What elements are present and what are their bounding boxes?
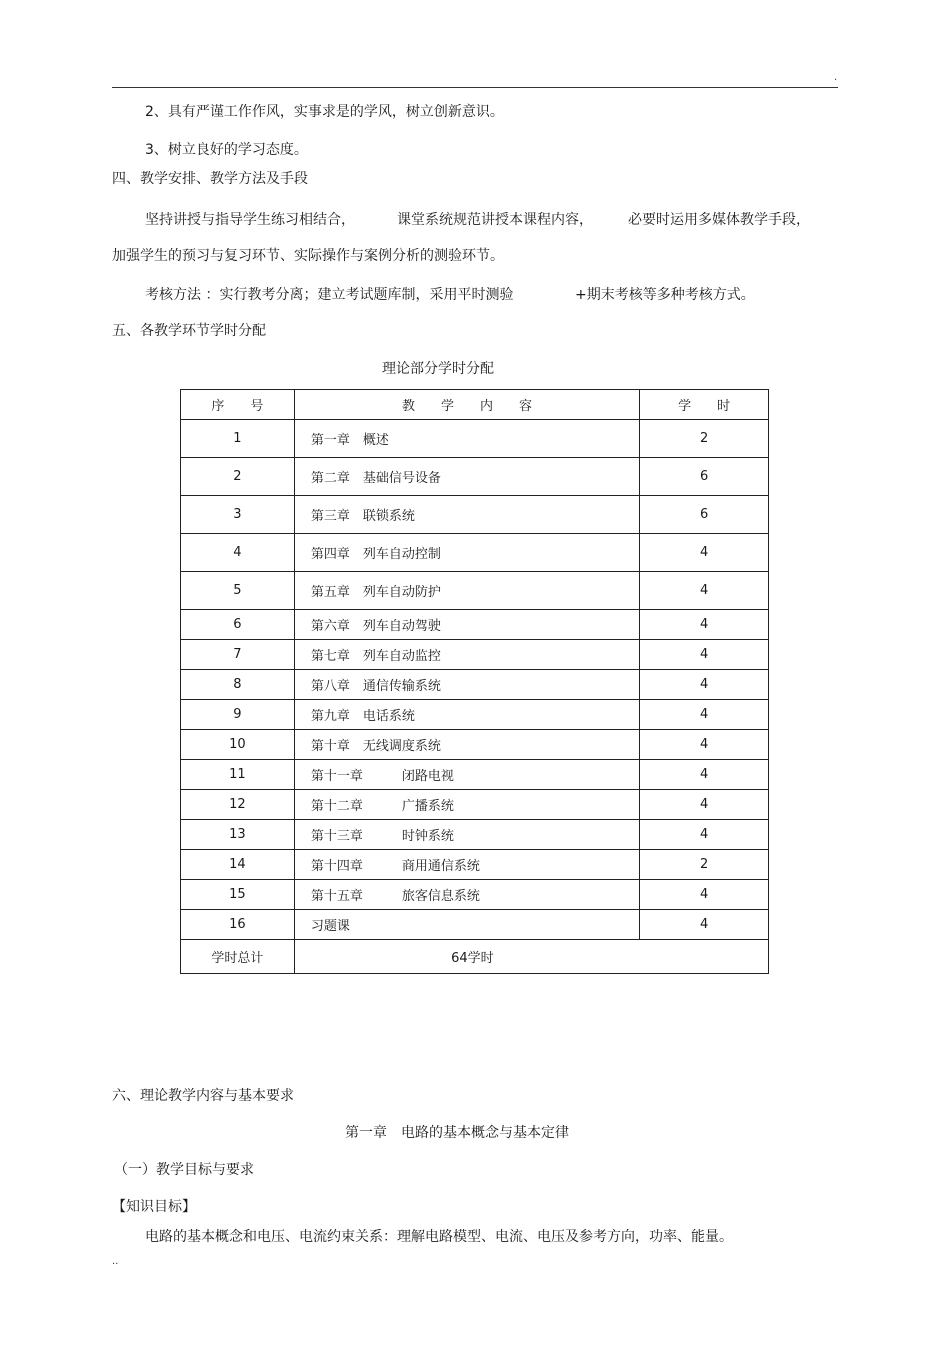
table-row — [181, 730, 769, 760]
line-2: 2、具有严谨工作作风，实事求是的学风，树立创新意识。 — [145, 104, 504, 120]
row-content: 第十四章 商用通信系统 — [294, 850, 639, 880]
para-4: 电路的基本概念和电压、电流约束关系：理解电路模型、电流、电压及参考方向，功率、能量。 — [145, 1229, 733, 1245]
row-hours: 4 — [640, 760, 769, 790]
row-content: 第三章 联锁系统 — [294, 496, 639, 534]
chapter-title: 第一章 电路的基本概念与基本定律 — [345, 1125, 569, 1141]
row-content: 第五章 列车自动防护 — [294, 572, 639, 610]
total-label: 学时总计 — [181, 940, 295, 974]
para-1-part-c: 必要时运用多媒体教学手段， — [628, 212, 810, 228]
header-rule — [112, 87, 838, 88]
row-hours: 6 — [640, 458, 769, 496]
table-row — [181, 790, 769, 820]
row-hours: 4 — [640, 700, 769, 730]
row-no: 12 — [181, 790, 295, 820]
para-3-part-b: +期末考核等多种考核方式。 — [575, 287, 755, 303]
row-content: 第九章 电话系统 — [294, 700, 639, 730]
table-title: 理论部分学时分配 — [382, 361, 494, 377]
table-row — [181, 910, 769, 940]
row-hours: 2 — [640, 850, 769, 880]
row-hours: 4 — [640, 730, 769, 760]
para-2: 加强学生的预习与复习环节、实际操作与案例分析的测验环节。 — [112, 248, 504, 264]
row-no: 16 — [181, 910, 295, 940]
table-row — [181, 700, 769, 730]
row-no: 9 — [181, 700, 295, 730]
row-hours: 4 — [640, 880, 769, 910]
table-total-row — [181, 940, 769, 974]
table-row — [181, 458, 769, 496]
row-no: 11 — [181, 760, 295, 790]
table-row — [181, 670, 769, 700]
row-no: 13 — [181, 820, 295, 850]
row-no: 6 — [181, 610, 295, 640]
row-content: 第七章 列车自动监控 — [294, 640, 639, 670]
row-content: 第十三章 时钟系统 — [294, 820, 639, 850]
table-row — [181, 880, 769, 910]
table-row — [181, 820, 769, 850]
table-row — [181, 572, 769, 610]
row-content: 第十二章 广播系统 — [294, 790, 639, 820]
knowledge-heading: 【知识目标】 — [112, 1199, 196, 1215]
subsection-heading: （一）教学目标与要求 — [114, 1162, 254, 1178]
line-3: 3、树立良好的学习态度。 — [145, 142, 308, 158]
para-3-part-a: 考核方法 ：实行教考分离；建立考试题库制，采用平时测验 — [145, 287, 514, 303]
row-content: 习题课 — [294, 910, 639, 940]
row-no: 1 — [181, 420, 295, 458]
row-hours: 4 — [640, 790, 769, 820]
row-no: 8 — [181, 670, 295, 700]
row-hours: 6 — [640, 496, 769, 534]
footer-mark: .. — [112, 1256, 119, 1267]
row-no: 10 — [181, 730, 295, 760]
row-content: 第一章 概述 — [294, 420, 639, 458]
header-hours: 学 时 — [640, 390, 769, 420]
para-1-part-b: 课堂系统规范讲授本课程内容， — [397, 212, 593, 228]
row-no: 5 — [181, 572, 295, 610]
table-row — [181, 610, 769, 640]
section-4-heading: 四、教学安排、教学方法及手段 — [112, 171, 308, 187]
row-content: 第十五章 旅客信息系统 — [294, 880, 639, 910]
table-row — [181, 850, 769, 880]
row-hours: 4 — [640, 820, 769, 850]
row-content: 第八章 通信传输系统 — [294, 670, 639, 700]
header-mark: . — [834, 72, 838, 83]
section-5-heading: 五、各教学环节学时分配 — [112, 323, 266, 339]
row-hours: 4 — [640, 572, 769, 610]
row-hours: 2 — [640, 420, 769, 458]
section-6-heading: 六、理论教学内容与基本要求 — [112, 1088, 294, 1104]
total-value: 64学时 — [294, 940, 768, 974]
row-no: 4 — [181, 534, 295, 572]
row-content: 第十章 无线调度系统 — [294, 730, 639, 760]
row-content: 第四章 列车自动控制 — [294, 534, 639, 572]
table-header-row — [181, 390, 769, 420]
row-no: 2 — [181, 458, 295, 496]
row-content: 第六章 列车自动驾驶 — [294, 610, 639, 640]
table-row — [181, 760, 769, 790]
row-hours: 4 — [640, 610, 769, 640]
header-content: 教 学 内 容 — [294, 390, 639, 420]
row-content: 第十一章 闭路电视 — [294, 760, 639, 790]
header-no: 序 号 — [181, 390, 295, 420]
row-no: 15 — [181, 880, 295, 910]
table-row — [181, 534, 769, 572]
row-hours: 4 — [640, 640, 769, 670]
para-1-part-a: 坚持讲授与指导学生练习相结合， — [145, 212, 355, 228]
row-hours: 4 — [640, 910, 769, 940]
row-hours: 4 — [640, 534, 769, 572]
table-row — [181, 496, 769, 534]
row-no: 14 — [181, 850, 295, 880]
table-row — [181, 640, 769, 670]
row-content: 第二章 基础信号设备 — [294, 458, 639, 496]
row-no: 7 — [181, 640, 295, 670]
row-hours: 4 — [640, 670, 769, 700]
row-no: 3 — [181, 496, 295, 534]
table-row — [181, 420, 769, 458]
hours-table — [180, 389, 769, 974]
